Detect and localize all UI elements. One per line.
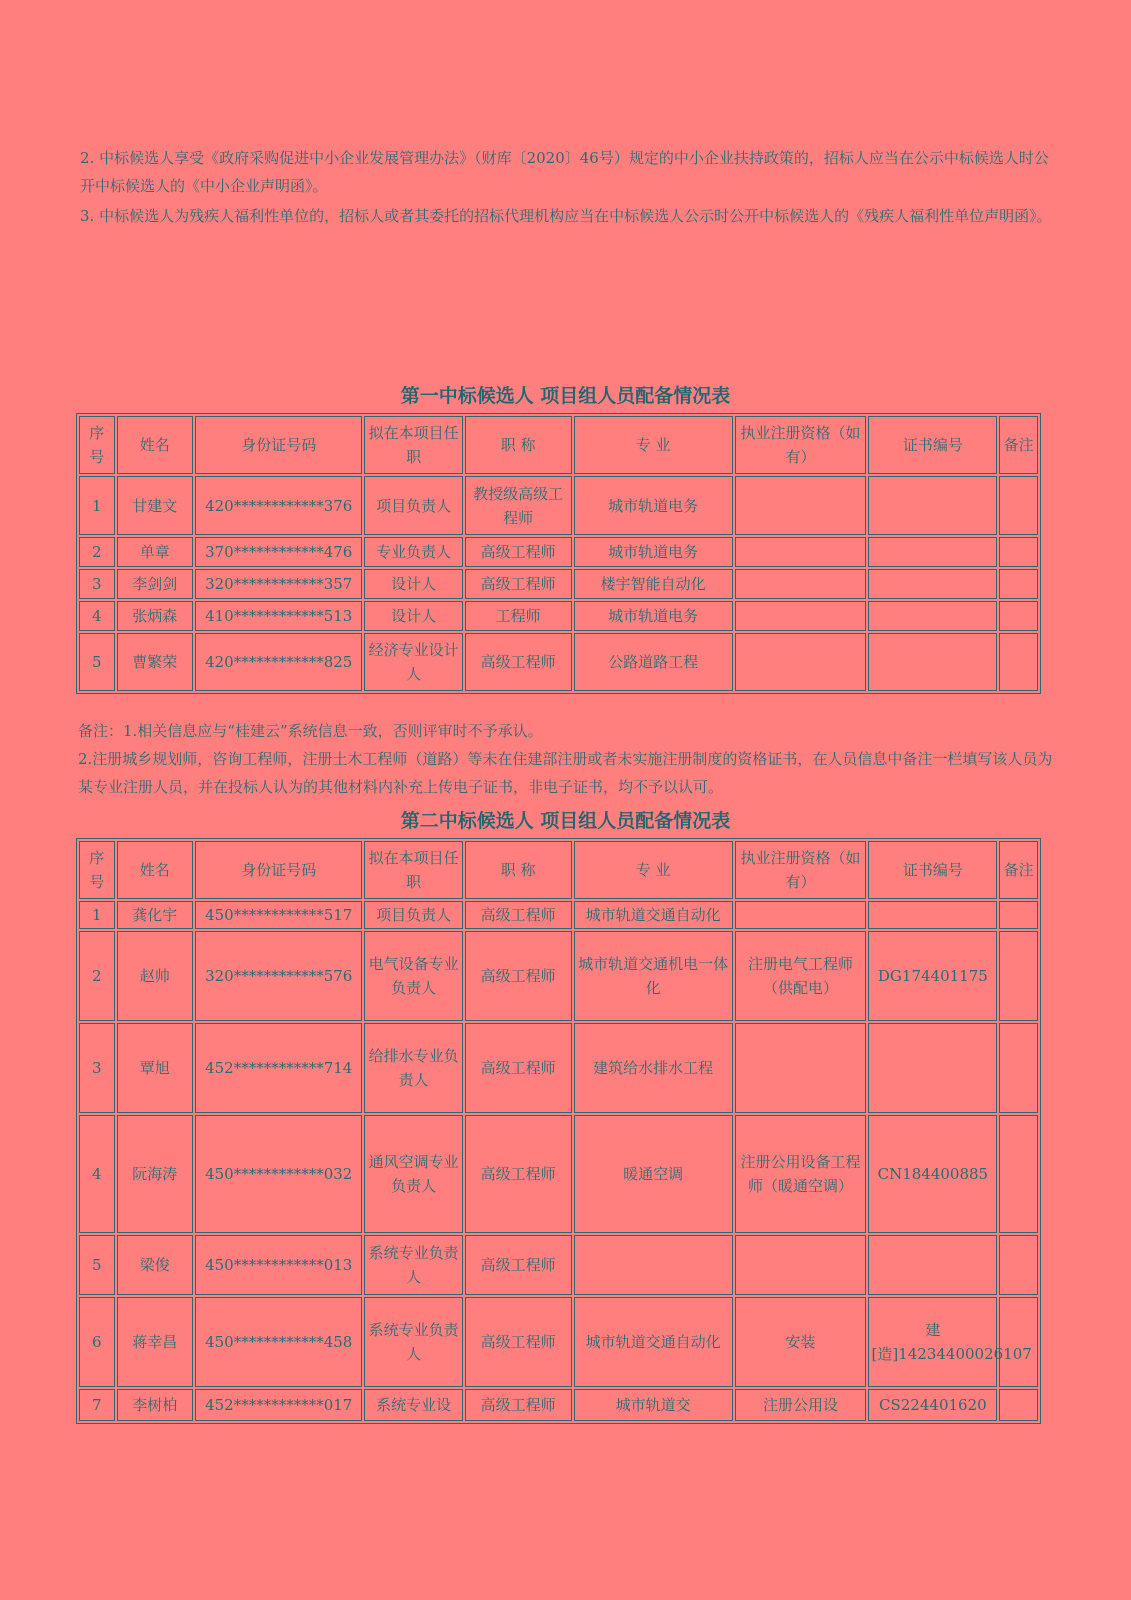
cell xyxy=(735,476,867,535)
cell: 高级工程师 xyxy=(465,537,572,567)
cell: 450************458 xyxy=(195,1297,362,1387)
cell: 通风空调专业负责人 xyxy=(364,1115,462,1233)
cell xyxy=(999,537,1038,567)
cell xyxy=(999,1235,1038,1295)
cell: 高级工程师 xyxy=(465,901,572,929)
cell xyxy=(999,1023,1038,1113)
header-cell: 姓名 xyxy=(117,841,193,899)
cell xyxy=(735,901,867,929)
header-cell: 姓名 xyxy=(117,416,193,474)
cell: 3 xyxy=(79,1023,115,1113)
cell: 建[造]14234400026107 xyxy=(868,1297,997,1387)
cell: 4 xyxy=(79,601,115,631)
cell: 城市轨道电务 xyxy=(574,601,733,631)
cell: 阮海涛 xyxy=(117,1115,193,1233)
table-row xyxy=(79,633,1038,691)
cell: 注册公用设 xyxy=(735,1389,867,1421)
cell: 4 xyxy=(79,1115,115,1233)
cell: 梁俊 xyxy=(117,1235,193,1295)
cell: 城市轨道交 xyxy=(574,1389,733,1421)
table1-header-row xyxy=(79,416,1038,474)
cell: 320************576 xyxy=(195,931,362,1021)
cell: 高级工程师 xyxy=(465,1389,572,1421)
cell: 项目负责人 xyxy=(364,476,462,535)
cell: 项目负责人 xyxy=(364,901,462,929)
cell: 高级工程师 xyxy=(465,1023,572,1113)
cell: 系统专业设 xyxy=(364,1389,462,1421)
paragraph-disabled-welfare: 3. 中标候选人为残疾人福利性单位的，招标人或者其委托的招标代理机构应当在中标候选人公示时公开中标候选人的《残疾人福利性单位声明函》。 xyxy=(80,207,1052,225)
cell: 蒋幸昌 xyxy=(117,1297,193,1387)
cell: 452************714 xyxy=(195,1023,362,1113)
cell: 专业负责人 xyxy=(364,537,462,567)
cell: 建筑给水排水工程 xyxy=(574,1023,733,1113)
table-row xyxy=(79,537,1038,567)
cell xyxy=(999,1115,1038,1233)
cell xyxy=(999,601,1038,631)
table2-staffing xyxy=(76,838,1041,1424)
cell: 城市轨道电务 xyxy=(574,537,733,567)
cell xyxy=(999,1297,1038,1387)
table1-staffing xyxy=(76,413,1041,694)
cell: 龚化宇 xyxy=(117,901,193,929)
cell xyxy=(735,537,867,567)
cell xyxy=(999,569,1038,599)
cell: 设计人 xyxy=(364,601,462,631)
cell: 5 xyxy=(79,633,115,691)
cell: 单章 xyxy=(117,537,193,567)
cell: 2 xyxy=(79,537,115,567)
cell xyxy=(735,1235,867,1295)
cell xyxy=(868,901,997,929)
cell: 城市轨道交通机电一体化 xyxy=(574,931,733,1021)
cell xyxy=(999,1389,1038,1421)
table-row xyxy=(79,1235,1038,1295)
cell: 公路道路工程 xyxy=(574,633,733,691)
cell: 7 xyxy=(79,1389,115,1421)
cell: 城市轨道交通自动化 xyxy=(574,901,733,929)
cell: 420************376 xyxy=(195,476,362,535)
cell: CS224401620 xyxy=(868,1389,997,1421)
cell: 450************517 xyxy=(195,901,362,929)
cell: 2 xyxy=(79,931,115,1021)
table-row xyxy=(79,1023,1038,1113)
cell: 高级工程师 xyxy=(465,1235,572,1295)
header-cell: 执业注册资格（如有） xyxy=(735,416,867,474)
cell: 城市轨道电务 xyxy=(574,476,733,535)
header-cell: 备注 xyxy=(999,416,1038,474)
cell xyxy=(868,1023,997,1113)
cell: 系统专业负责人 xyxy=(364,1235,462,1295)
header-cell: 身份证号码 xyxy=(195,416,362,474)
note-2: 2.注册城乡规划师，咨询工程师，注册土木工程师（道路）等未在住建部注册或者未实施注册制度的资格证书，在人员信息中备注一栏填写该人员为某专业注册人员，并在投标人认为的其他材料内补充上传电子证书，非电子证书，均不予以认可。 xyxy=(78,750,1053,796)
cell: 6 xyxy=(79,1297,115,1387)
header-cell: 备注 xyxy=(999,841,1038,899)
cell: 高级工程师 xyxy=(465,1297,572,1387)
cell: DG174401175 xyxy=(868,931,997,1021)
cell xyxy=(999,901,1038,929)
header-cell: 职 称 xyxy=(465,841,572,899)
cell: CN184400885 xyxy=(868,1115,997,1233)
cell xyxy=(868,633,997,691)
cell xyxy=(868,476,997,535)
cell: 1 xyxy=(79,901,115,929)
cell: 给排水专业负责人 xyxy=(364,1023,462,1113)
header-cell: 专 业 xyxy=(574,416,733,474)
cell: 张炳森 xyxy=(117,601,193,631)
table-row xyxy=(79,901,1038,929)
cell: 甘建文 xyxy=(117,476,193,535)
cell: 320************357 xyxy=(195,569,362,599)
cell: 注册公用设备工程师（暖通空调） xyxy=(735,1115,867,1233)
paragraph-sme-policy: 2. 中标候选人享受《政府采购促进中小企业发展管理办法》（财库〔2020〕46号）规定的中小企业扶持政策的，招标人应当在公示中标候选人时公开中标候选人的《中小企业声明函》。 xyxy=(80,149,1049,195)
table-row xyxy=(79,1389,1038,1421)
header-cell: 证书编号 xyxy=(868,416,997,474)
cell: 5 xyxy=(79,1235,115,1295)
cell: 经济专业设计人 xyxy=(364,633,462,691)
cell: 系统专业负责人 xyxy=(364,1297,462,1387)
cell: 注册电气工程师（供配电） xyxy=(735,931,867,1021)
cell xyxy=(735,1023,867,1113)
cell xyxy=(999,931,1038,1021)
cell: 高级工程师 xyxy=(465,569,572,599)
cell: 1 xyxy=(79,476,115,535)
cell: 450************013 xyxy=(195,1235,362,1295)
header-cell: 序号 xyxy=(79,841,115,899)
cell: 覃旭 xyxy=(117,1023,193,1113)
cell: 李树柏 xyxy=(117,1389,193,1421)
cell: 教授级高级工程师 xyxy=(465,476,572,535)
cell: 410************513 xyxy=(195,601,362,631)
header-cell: 拟在本项目任职 xyxy=(364,416,462,474)
table-row xyxy=(79,569,1038,599)
header-cell: 拟在本项目任职 xyxy=(364,841,462,899)
cell xyxy=(868,569,997,599)
cell: 安装 xyxy=(735,1297,867,1387)
table2-header-row xyxy=(79,841,1038,899)
cell: 370************476 xyxy=(195,537,362,567)
cell: 452************017 xyxy=(195,1389,362,1421)
header-cell: 执业注册资格（如有） xyxy=(735,841,867,899)
cell: 高级工程师 xyxy=(465,633,572,691)
cell xyxy=(574,1235,733,1295)
cell: 李剑剑 xyxy=(117,569,193,599)
cell: 楼宇智能自动化 xyxy=(574,569,733,599)
cell xyxy=(999,476,1038,535)
table-row xyxy=(79,931,1038,1021)
cell xyxy=(999,633,1038,691)
cell: 420************825 xyxy=(195,633,362,691)
cell: 高级工程师 xyxy=(465,931,572,1021)
cell: 城市轨道交通自动化 xyxy=(574,1297,733,1387)
cell xyxy=(735,633,867,691)
cell: 高级工程师 xyxy=(465,1115,572,1233)
cell xyxy=(868,1235,997,1295)
table2-title: 第二中标候选人 项目组人员配备情况表 xyxy=(400,810,731,832)
cell: 450************032 xyxy=(195,1115,362,1233)
table-row xyxy=(79,1297,1038,1387)
cell: 赵帅 xyxy=(117,931,193,1021)
header-cell: 职 称 xyxy=(465,416,572,474)
header-cell: 序号 xyxy=(79,416,115,474)
table-row xyxy=(79,1115,1038,1233)
cell: 设计人 xyxy=(364,569,462,599)
header-cell: 身份证号码 xyxy=(195,841,362,899)
cell: 电气设备专业负责人 xyxy=(364,931,462,1021)
cell: 工程师 xyxy=(465,601,572,631)
table-row xyxy=(79,601,1038,631)
table-row xyxy=(79,476,1038,535)
table1-title: 第一中标候选人 项目组人员配备情况表 xyxy=(400,385,731,407)
cell: 暖通空调 xyxy=(574,1115,733,1233)
cell xyxy=(868,537,997,567)
cell: 曹繁荣 xyxy=(117,633,193,691)
cell: 3 xyxy=(79,569,115,599)
note-1: 备注：1.相关信息应与“桂建云”系统信息一致，否则评审时不予承认。 xyxy=(78,722,543,740)
header-cell: 证书编号 xyxy=(868,841,997,899)
cell xyxy=(735,569,867,599)
cell xyxy=(868,601,997,631)
header-cell: 专 业 xyxy=(574,841,733,899)
cell xyxy=(735,601,867,631)
